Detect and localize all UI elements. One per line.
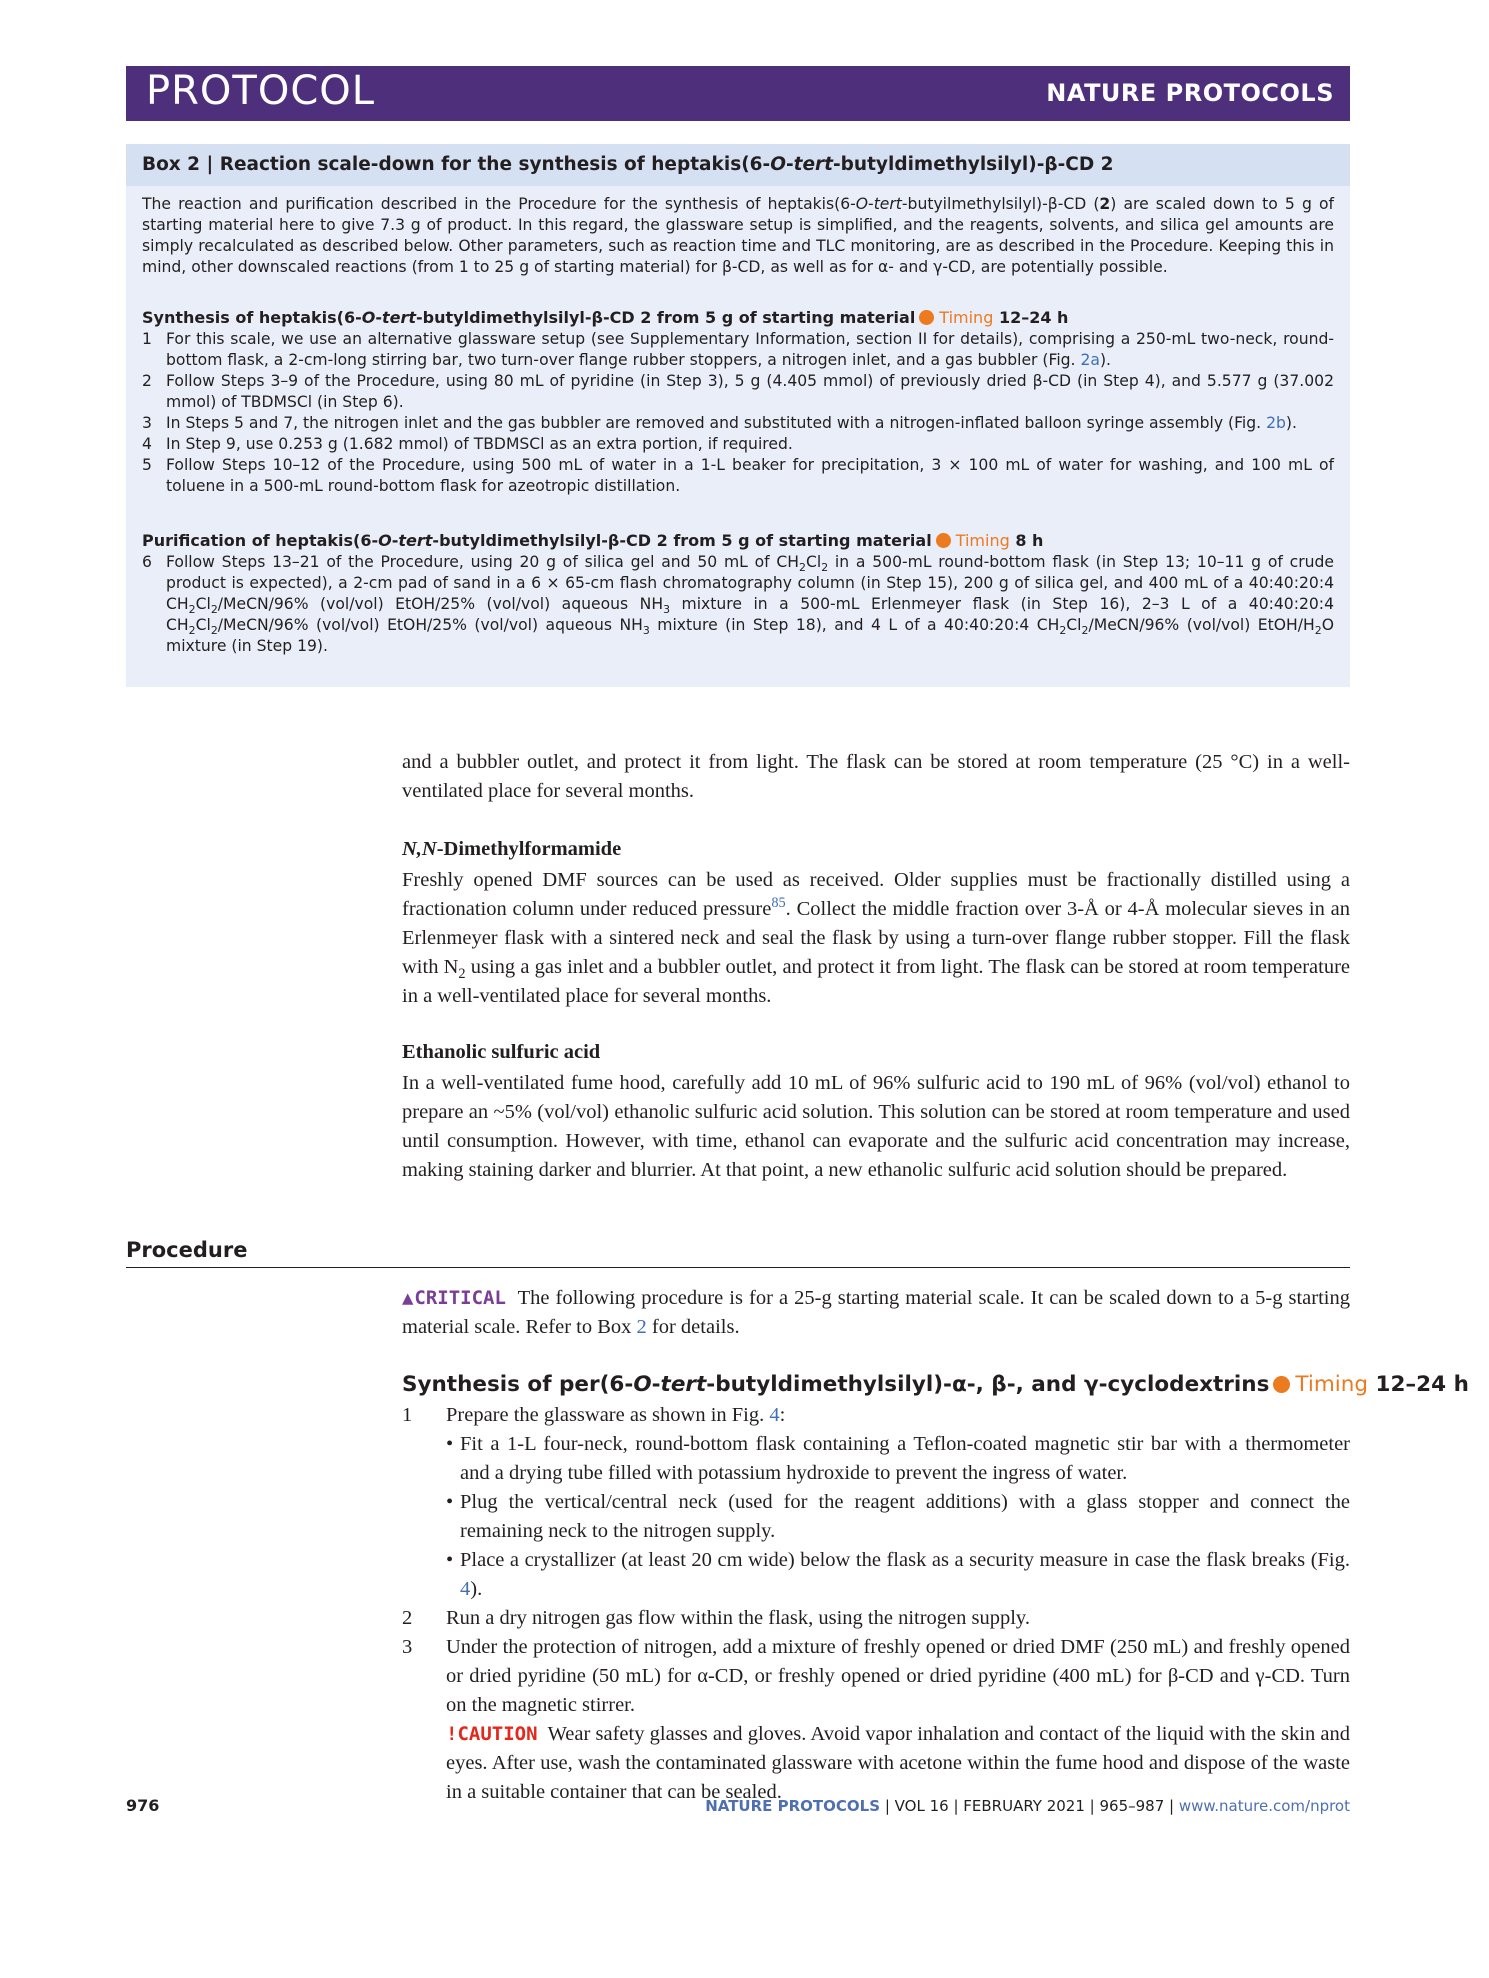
acid-paragraph: In a well-ventilated fume hood, carefully add 10 mL of 96% sulfuric acid to 190 mL of 96% (vol/vol) ethanol to prepare an ~5% (vol/vol) ethanolic sulfuric acid solution. This solution can be stored at room temperature and used until consumption. However, with time, ethanol can evaporate and the sulfuric acid concentration may increase, making staining darker and blurrier. At that point, a new ethanolic sulfuric acid solution should be prepared. bbox=[402, 1072, 1350, 1181]
box-step: 1 For this scale, we use an alternative glassware setup (see Supplementary Information, section II for details), comprising a 250-mL two-neck, round-bottom flask, a 2-cm-long stirring bar, two turn-over flange rubber stoppers, a nitrogen inlet, and a gas bubbler (Fig. 2a). bbox=[142, 330, 1334, 369]
procedure-step: 3 Under the protection of nitrogen, add a mixture of freshly opened or dried DMF (250 mL) and freshly opened or dried pyridine (50 mL) for α-CD, or freshly opened or dried pyridine (400 mL) for β-CD and γ-CD. Turn on the magnetic stirrer. bbox=[402, 1636, 1350, 1716]
box-intro: The reaction and purification described in the Procedure for the synthesis of heptakis(6-O-tert-butyilmethylsilyl)-β-CD (2) are scaled down to 5 g of starting material here to give 7.3 g of product. In this regard, the glassware setup is simplified, and the reagents, solvents, and silica gel amounts are simply recalculated as described below. Other parameters, such as reaction time and TLC monitoring, are as described in the Procedure. Keeping this in mind, other downscaled reactions (from 1 to 25 g of starting material) for β-CD, as well as for α- and γ-CD, are potentially possible. bbox=[142, 195, 1334, 276]
box-2 bbox=[126, 144, 1350, 687]
box-purification-heading: Purification of heptakis(6-O-tert-butyldimethylsilyl-β-CD 2 from 5 g of starting material Timing 8 h bbox=[142, 531, 1044, 550]
caution-note: !CAUTION Wear safety glasses and gloves. Avoid vapor inhalation and contact of the liquid with the skin and eyes. After use, wash the contaminated glassware with acetone within the fume hood and dispose of the waste in a suitable container that can be sealed. bbox=[446, 1723, 1350, 1803]
box-step: 5 Follow Steps 10–12 of the Procedure, using 500 mL of water in a 1-L beaker for precipitation, 3 × 100 mL of water for washing, and 100 mL of toluene in a 500-mL round-bottom flask for azeotropic distillation. bbox=[142, 456, 1334, 495]
box-step: 4 In Step 9, use 0.253 g (1.682 mmol) of TBDMSCl as an extra portion, if required. bbox=[142, 435, 793, 453]
footer-pages: 965–987 bbox=[1099, 1797, 1165, 1815]
footer-journal: NATURE PROTOCOLS bbox=[705, 1797, 881, 1815]
header-bar bbox=[126, 66, 1350, 121]
footer-date: FEBRUARY 2021 bbox=[963, 1797, 1085, 1815]
timing-value: 12–24 h bbox=[998, 308, 1069, 327]
bullet-item: • Place a crystallizer (at least 20 cm wide) below the flask as a security measure in case the flask breaks (Fig. 4). bbox=[446, 1549, 1350, 1600]
box-title: Box 2 | Reaction scale-down for the synthesis of heptakis(6-O-tert-butyldimethylsilyl)-β-CD 2 bbox=[142, 154, 1114, 175]
critical-label: CRITICAL bbox=[414, 1287, 506, 1309]
fig-link[interactable]: 4 bbox=[769, 1404, 780, 1426]
procedure-heading: Procedure bbox=[126, 1238, 248, 1262]
caution-icon: ! bbox=[446, 1723, 458, 1745]
dmf-paragraph: Freshly opened DMF sources can be used as received. Older supplies must be fractionally distilled using a fractionation column under reduced pressure$^{85}$. Collect the middle fraction over 3-Å or 4-Å molecular sieves in an Erlenmeyer flask with a sintered neck and seal the flask by using a turn-over flange rubber stopper. Fill the flask with $N_2$ using a gas inlet and a bubbler outlet, and protect it from light. The flask can be stored at room temperature in a well-ventilated place for several months. bbox=[402, 869, 1351, 1007]
procedure-step: 2 Run a dry nitrogen gas flow within the flask, using the nitrogen supply. bbox=[402, 1607, 1030, 1629]
footer-volume: VOL 16 bbox=[894, 1797, 949, 1815]
section-label: PROTOCOL bbox=[146, 68, 376, 114]
procedure-rule bbox=[126, 1267, 1350, 1268]
fig-link[interactable]: 2b bbox=[1266, 414, 1286, 432]
timing-label: Timing bbox=[1295, 1372, 1369, 1397]
bullet-item: • Plug the vertical/central neck (used for the reagent additions) with a glass stopper and connect the remaining neck to the nitrogen supply. bbox=[446, 1491, 1350, 1542]
caution-label: CAUTION bbox=[457, 1723, 538, 1745]
box-step: 3 In Steps 5 and 7, the nitrogen inlet and the gas bubbler are removed and substituted with a nitrogen-inflated balloon syringe assembly (Fig. 2b). bbox=[142, 414, 1297, 432]
fig-link[interactable]: 4 bbox=[460, 1578, 471, 1600]
timing-icon bbox=[936, 533, 951, 548]
page-number: 976 bbox=[126, 1796, 160, 1815]
procedure-step: 1 Prepare the glassware as shown in Fig. 4: bbox=[402, 1404, 786, 1426]
timing-value: 12–24 h bbox=[1375, 1372, 1469, 1397]
box-link[interactable]: 2 bbox=[636, 1316, 647, 1338]
bullet-item: • Fit a 1-L four-neck, round-bottom flask containing a Teflon-coated magnetic stir bar with a thermometer and a drying tube filled with potassium hydroxide to prevent the ingress of water. bbox=[446, 1433, 1350, 1484]
footer-url[interactable]: www.nature.com/nprot bbox=[1178, 1797, 1350, 1815]
acid-heading: Ethanolic sulfuric acid bbox=[402, 1041, 601, 1063]
critical-icon: ▲ bbox=[402, 1287, 415, 1309]
journal-name: NATURE PROTOCOLS bbox=[1046, 79, 1334, 107]
dmf-heading: N,N-Dimethylformamide bbox=[402, 838, 622, 860]
fig-link[interactable]: 2a bbox=[1080, 351, 1100, 369]
timing-label: Timing bbox=[939, 308, 994, 327]
continuation-paragraph: and a bubbler outlet, and protect it from light. The flask can be stored at room temperature (25 °C) in a well-ventilated place for several months. bbox=[402, 751, 1350, 802]
box-step: 2 Follow Steps 3–9 of the Procedure, using 80 mL of pyridine (in Step 3), 5 g (4.405 mmol) of previously dried β-CD (in Step 4), and 5.577 g (37.002 mmol) of TBDMSCl (in Step 6). bbox=[142, 372, 1334, 411]
footer-citation: NATURE PROTOCOLS | VOL 16 | FEBRUARY 2021 | 965–987 | www.nature.com/nprot bbox=[705, 1797, 1350, 1815]
timing-value: 8 h bbox=[1015, 531, 1044, 550]
timing-icon bbox=[1273, 1376, 1290, 1393]
box-title-bar bbox=[126, 144, 1350, 186]
box-step: 6 Follow Steps 13–21 of the Procedure, using 20 g of silica gel and 50 mL of $CH_2Cl_2$ in a 500-mL round-bottom flask (in Step 13; 10–11 g of crude product is expected), a 2-cm pad of sand in a 6 × 65-cm flash chromatography column (in Step 15), 200 g of silica gel, and 400 mL of a 40:40:20:4 $CH_2Cl_2/MeCN/96\%$ (vol/vol) EtOH/25% (vol/vol) aqueous $NH_3$ mixture in a 500-mL Erlenmeyer flask (in Step 16), 2–3 L of a 40:40:20:4 $CH_2Cl_2/MeCN/96\%$ (vol/vol) EtOH/25% (vol/vol) aqueous $NH_3$ mixture (in Step 18), and 4 L of a 40:40:20:4 $CH_2Cl_2/MeCN/96\%$ (vol/vol) EtOH/$H_2O$ mixture (in Step 19). bbox=[142, 553, 1334, 655]
synthesis-heading: Synthesis of per(6-O-tert-butyldimethylsilyl)-α-, β-, and γ-cyclodextrins Timing 12–24 h bbox=[402, 1372, 1469, 1397]
critical-note: ▲CRITICAL The following procedure is for a 25-g starting material scale. It can be scaled down to a 5-g starting material scale. Refer to Box 2 for details. bbox=[402, 1287, 1350, 1338]
timing-icon bbox=[919, 310, 934, 325]
timing-label: Timing bbox=[955, 531, 1010, 550]
box-synthesis-heading: Synthesis of heptakis(6-O-tert-butyldimethylsilyl-β-CD 2 from 5 g of starting material Timing 12–24 h bbox=[142, 308, 1069, 327]
